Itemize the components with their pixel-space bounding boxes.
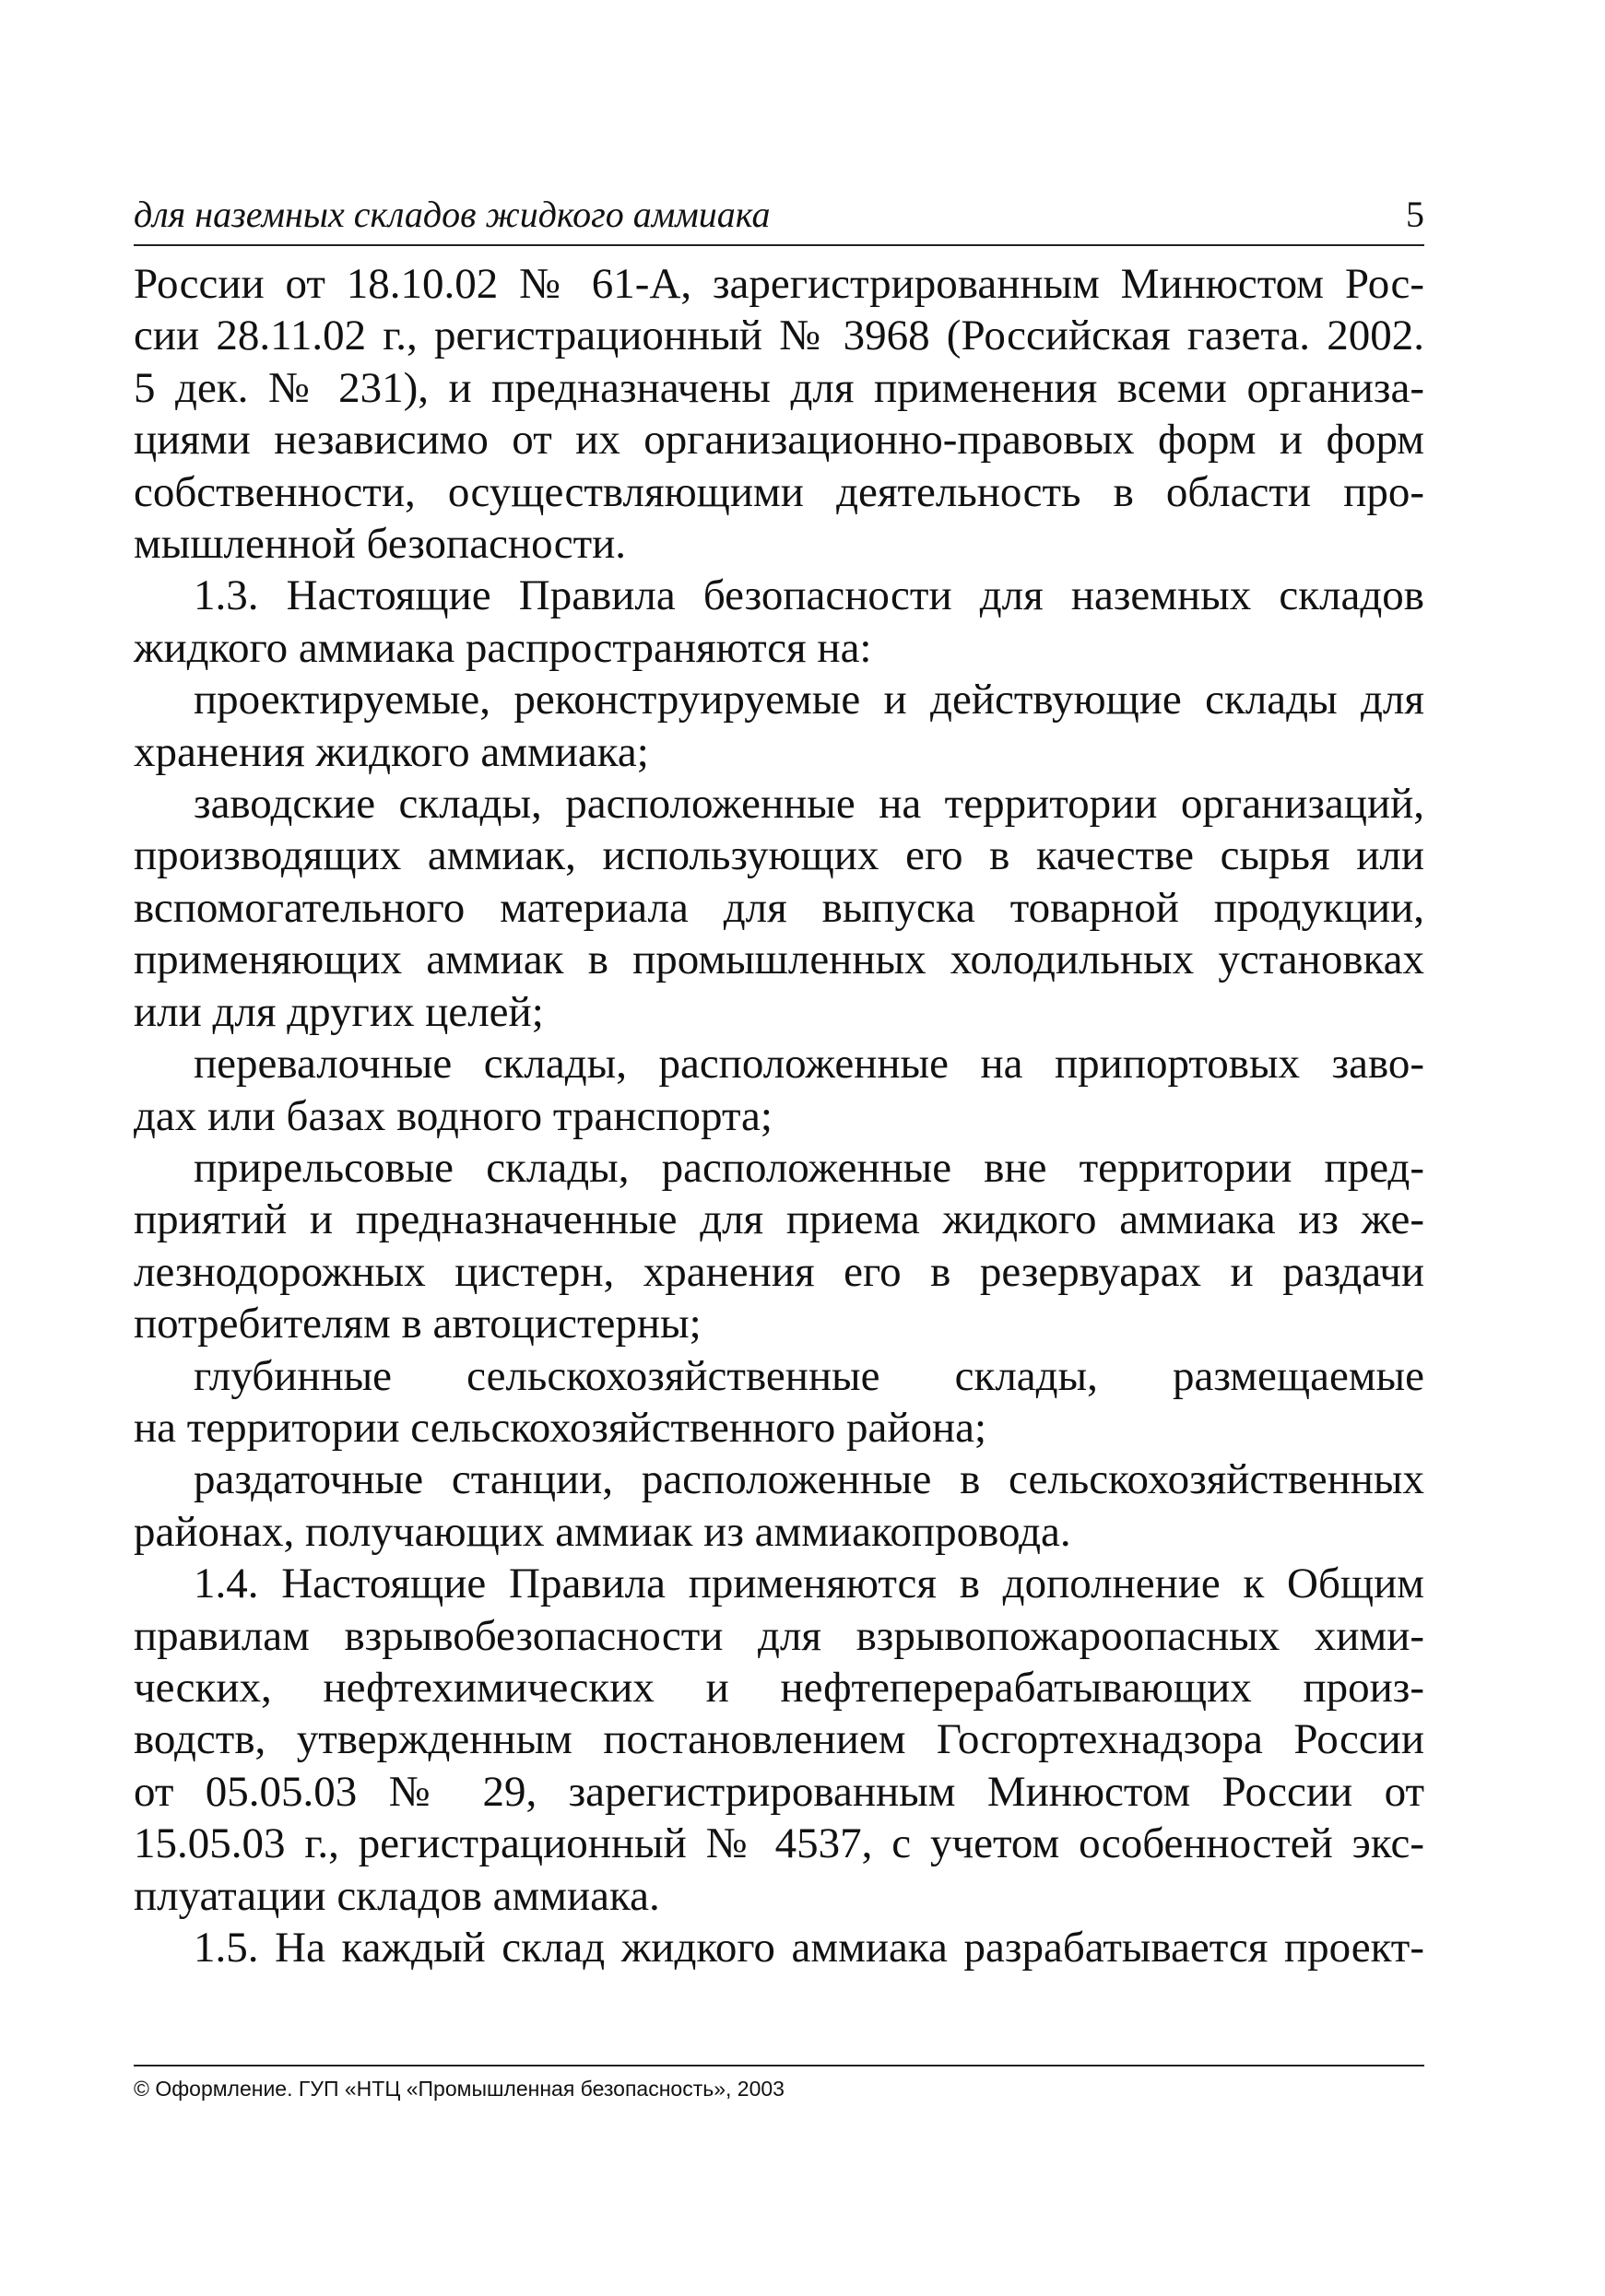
text-line: 15.05.03 г., регистрационный № 4537, с учетом особенностей экс- [134, 1819, 1424, 1868]
text-line: 5 дек. № 231), и предназначены для применения всеми организа- [134, 363, 1424, 412]
text-line: районах, получающих аммиак из аммиакопровода. [134, 1507, 1071, 1556]
text-line: водств, утвержденным постановлением Госгортехнадзора России [134, 1715, 1424, 1764]
text-line: на территории сельскохозяйственного района; [134, 1403, 987, 1452]
text-line: мышленной безопасности. [134, 520, 627, 569]
text-line: потребителям в автоцистерны; [134, 1300, 702, 1348]
text-line: или для других целей; [134, 987, 544, 1036]
text-line: проектируемые, реконструируемые и действующие склады для [194, 676, 1424, 724]
text-line: от 05.05.03 № 29, зарегистрированным Минюстом России от [134, 1767, 1424, 1816]
running-head [134, 189, 1424, 241]
text-line: раздаточные станции, расположенные в сельскохозяйственных [194, 1455, 1424, 1504]
text-line: приятий и предназначенные для приема жидкого аммиака из же- [134, 1195, 1424, 1244]
text-line: жидкого аммиака распространяются на: [134, 623, 872, 672]
text-line: прирельсовые склады, расположенные вне территории пред- [194, 1143, 1424, 1192]
list-item-distribution-stations [134, 1454, 1424, 1558]
text-line: дах или базах водного транспорта; [134, 1091, 773, 1140]
page-number: 5 [1406, 194, 1424, 235]
list-item-agricultural-warehouses [134, 1350, 1424, 1454]
body-text [134, 258, 1424, 1973]
list-item-transshipment-warehouses [134, 1038, 1424, 1142]
text-line: России от 18.10.02 № 61-А, зарегистрированным Минюстом Рос- [134, 260, 1424, 308]
text-line: производящих аммиак, использующих его в качестве сырья или [134, 831, 1424, 880]
paragraph-1-3 [134, 570, 1424, 674]
footer-copyright: © Оформление. ГУП «НТЦ «Промышленная безопасность», 2003 [134, 2077, 785, 2101]
text-line: заводские склады, расположенные на территории организаций, [194, 780, 1424, 829]
paragraph-continuation [134, 258, 1424, 570]
text-line: лезнодорожных цистерн, хранения его в резервуарах и раздачи [134, 1247, 1424, 1296]
list-item-rail-warehouses [134, 1142, 1424, 1350]
paragraph-1-4 [134, 1558, 1424, 1922]
text-line: 1.3. Настоящие Правила безопасности для наземных складов [194, 571, 1424, 620]
text-line: применяющих аммиак в промышленных холодильных установках [134, 936, 1424, 984]
text-line: вспомогательного материала для выпуска товарной продукции, [134, 883, 1424, 932]
text-line: правилам взрывобезопасности для взрывопожароопасных хими- [134, 1611, 1424, 1660]
text-line: циями независимо от их организационно-правовых форм и форм [134, 416, 1424, 465]
text-line: хранения жидкого аммиака; [134, 727, 649, 776]
text-line: глубинные сельскохозяйственные склады, размещаемые [194, 1351, 1424, 1400]
text-line: плуатации складов аммиака. [134, 1871, 660, 1920]
text-line: 1.4. Настоящие Правила применяются в дополнение к Общим [194, 1560, 1424, 1608]
running-head-title: для наземных складов жидкого аммиака [134, 194, 771, 235]
text-line: сии 28.11.02 г., регистрационный № 3968 (Российская газета. 2002. [134, 312, 1424, 360]
text-line: ческих, нефтехимических и нефтеперерабатывающих произ- [134, 1663, 1424, 1712]
list-item-factory-warehouses [134, 778, 1424, 1038]
paragraph-1-5 [134, 1922, 1424, 1973]
header-rule [134, 244, 1424, 246]
list-item-designed-warehouses [134, 674, 1424, 778]
text-line: перевалочные склады, расположенные на припортовых заво- [194, 1040, 1424, 1089]
text-line: 1.5. На каждый склад жидкого аммиака разрабатывается проект- [194, 1924, 1424, 1972]
footer-rule [134, 2065, 1424, 2066]
text-line: собственности, осуществляющими деятельность в области про- [134, 467, 1424, 516]
